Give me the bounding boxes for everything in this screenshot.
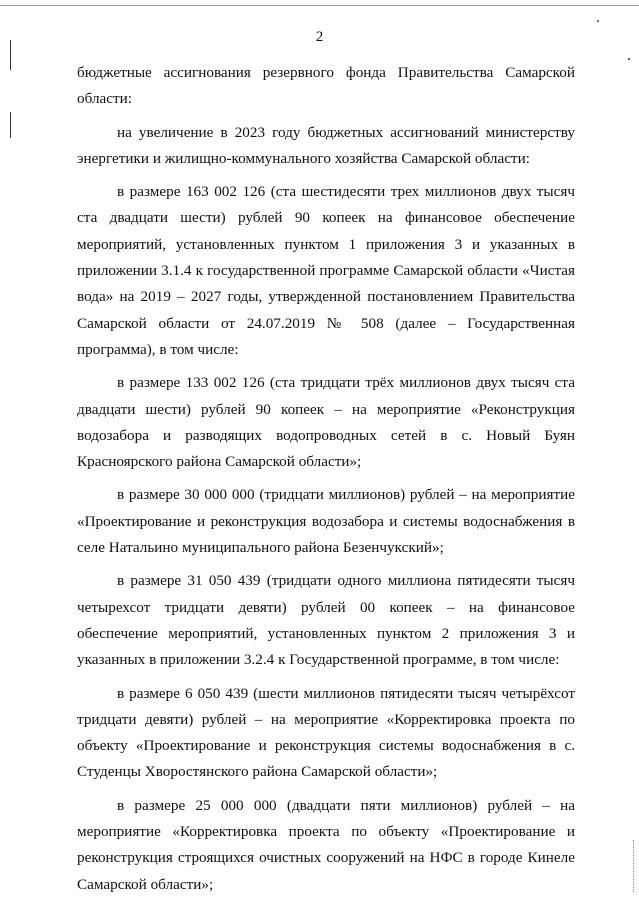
paragraph: в размере 6 050 439 (шести миллионов пятидесяти тысяч четырёхсот тридцати девяти) рублей – на мероприятие «Корректировка проекта по объекту «Проектирование и реконструкция системы водоснабжения в с. Студенцы Хворостянского района Самарской области»; xyxy=(77,684,575,781)
paragraph: в размере 163 002 126 (ста шестидесяти трех миллионов двух тысяч ста двадцати шести) рублей 90 копеек на финансовое обеспечение мероприятий, установленных пунктом 1 приложения 3 и указанных в приложении 3.1.4 к государственной программе Самарской области «Чистая вода» на 2019 – 2027 годы, утвержденной постановлением Правительства Самарской области от 24.07.2019 № 508 (далее – Государственная программа), в том числе: xyxy=(77,183,575,358)
paragraph: в размере 25 000 000 (двадцати пяти миллионов) рублей – на мероприятие «Корректировка проекта по объекту «Проектирование и реконструкция строящихся очистных сооружений на НФС в городе Кинеле Самарской области»; xyxy=(77,796,575,893)
paragraph: в размере 30 000 000 (тридцати миллионов) рублей – на мероприятие «Проектирование и реконструкция водозабора и системы водоснабжения в селе Натальино муниципального района Безенчукский»; xyxy=(77,486,575,557)
binding-mark xyxy=(10,112,11,138)
paragraph: в размере 133 002 126 (ста тридцати трёх миллионов двух тысяч ста двадцати шести) рублей 90 копеек – на мероприятие «Реконструкция водозабора и разводящих водопроводных сетей в с. Новый Буян Красноярского района Самарской области»; xyxy=(77,374,575,471)
page-number: 2 xyxy=(315,29,324,45)
document-body xyxy=(77,60,575,905)
paragraph: на увеличение в 2023 году бюджетных ассигнований министерству энергетики и жилищно-коммунального хозяйства Самарской области: xyxy=(77,123,575,167)
scan-right-edge xyxy=(633,840,634,892)
scan-speck xyxy=(597,20,599,22)
paragraph: бюджетные ассигнования резервного фонда Правительства Самарской области: xyxy=(77,64,575,108)
scan-speck xyxy=(628,58,630,60)
paragraph: в размере 31 050 439 (тридцати одного миллиона пятидесяти тысяч четырехсот тридцати девяти) рублей 00 копеек – на финансовое обеспечение мероприятий, установленных пунктом 2 приложения 3 и указанных в приложении 3.2.4 к Государственной программе, в том числе: xyxy=(77,572,575,669)
scan-top-edge xyxy=(0,5,639,6)
